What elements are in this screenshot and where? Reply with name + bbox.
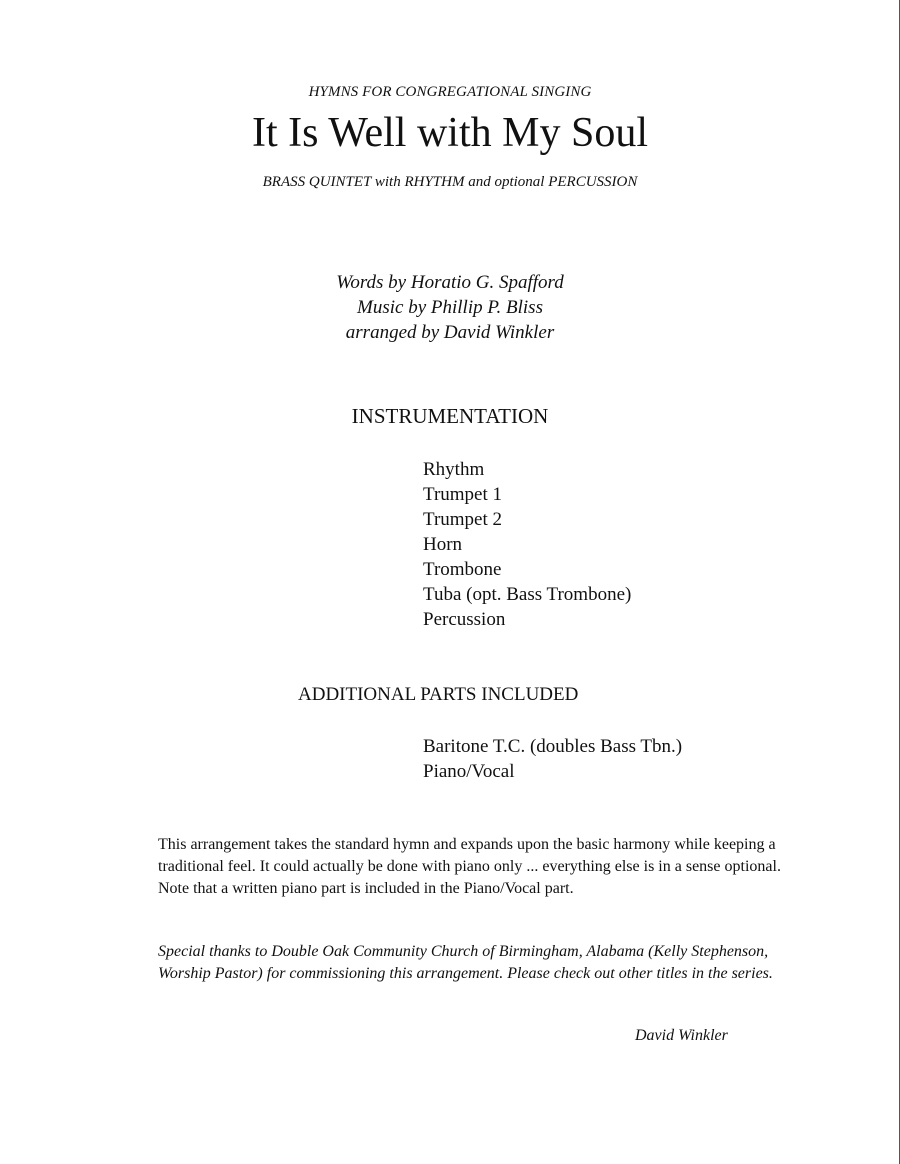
additional-parts-list [423, 734, 682, 784]
arranger-credit: arranged by David Winkler [345, 322, 555, 343]
list-item: Percussion [423, 609, 506, 630]
list-item: Rhythm [423, 459, 485, 480]
instrumentation-heading: INSTRUMENTATION [351, 404, 549, 428]
ensemble-subtitle: BRASS QUINTET with RHYTHM and optional PERCUSSION [262, 174, 638, 190]
music-credit: Music by Phillip P. Bliss [357, 297, 543, 318]
list-item: Trumpet 2 [423, 509, 503, 530]
thanks-note: Special thanks to Double Oak Community Church of Birmingham, Alabama (Kelly Stephenson, Worship Pastor) for commissioning this arrangement. Please check out other titles in the series. [158, 943, 773, 982]
list-item: Trumpet 1 [423, 484, 503, 505]
words-credit: Words by Horatio G. Spafford [336, 272, 564, 293]
series-label: HYMNS FOR CONGREGATIONAL SINGING [308, 84, 592, 100]
list-item: Horn [423, 534, 463, 555]
credits-block [0, 270, 900, 345]
list-item: Trombone [423, 559, 502, 580]
page-title: It Is Well with My Soul [251, 110, 649, 156]
signature: David Winkler [635, 1027, 728, 1044]
instrumentation-list [423, 457, 631, 632]
additional-parts-heading: ADDITIONAL PARTS INCLUDED [298, 684, 579, 705]
list-item: Piano/Vocal [423, 761, 515, 782]
list-item: Tuba (opt. Bass Trombone) [423, 584, 632, 605]
list-item: Baritone T.C. (doubles Bass Tbn.) [423, 736, 683, 757]
arrangement-note: This arrangement takes the standard hymn and expands upon the basic harmony while keeping a traditional feel. It could actually be done with piano only ... everything else is in a sense optional. Note that a written piano part is included in the Piano/Vocal part. [158, 836, 781, 897]
